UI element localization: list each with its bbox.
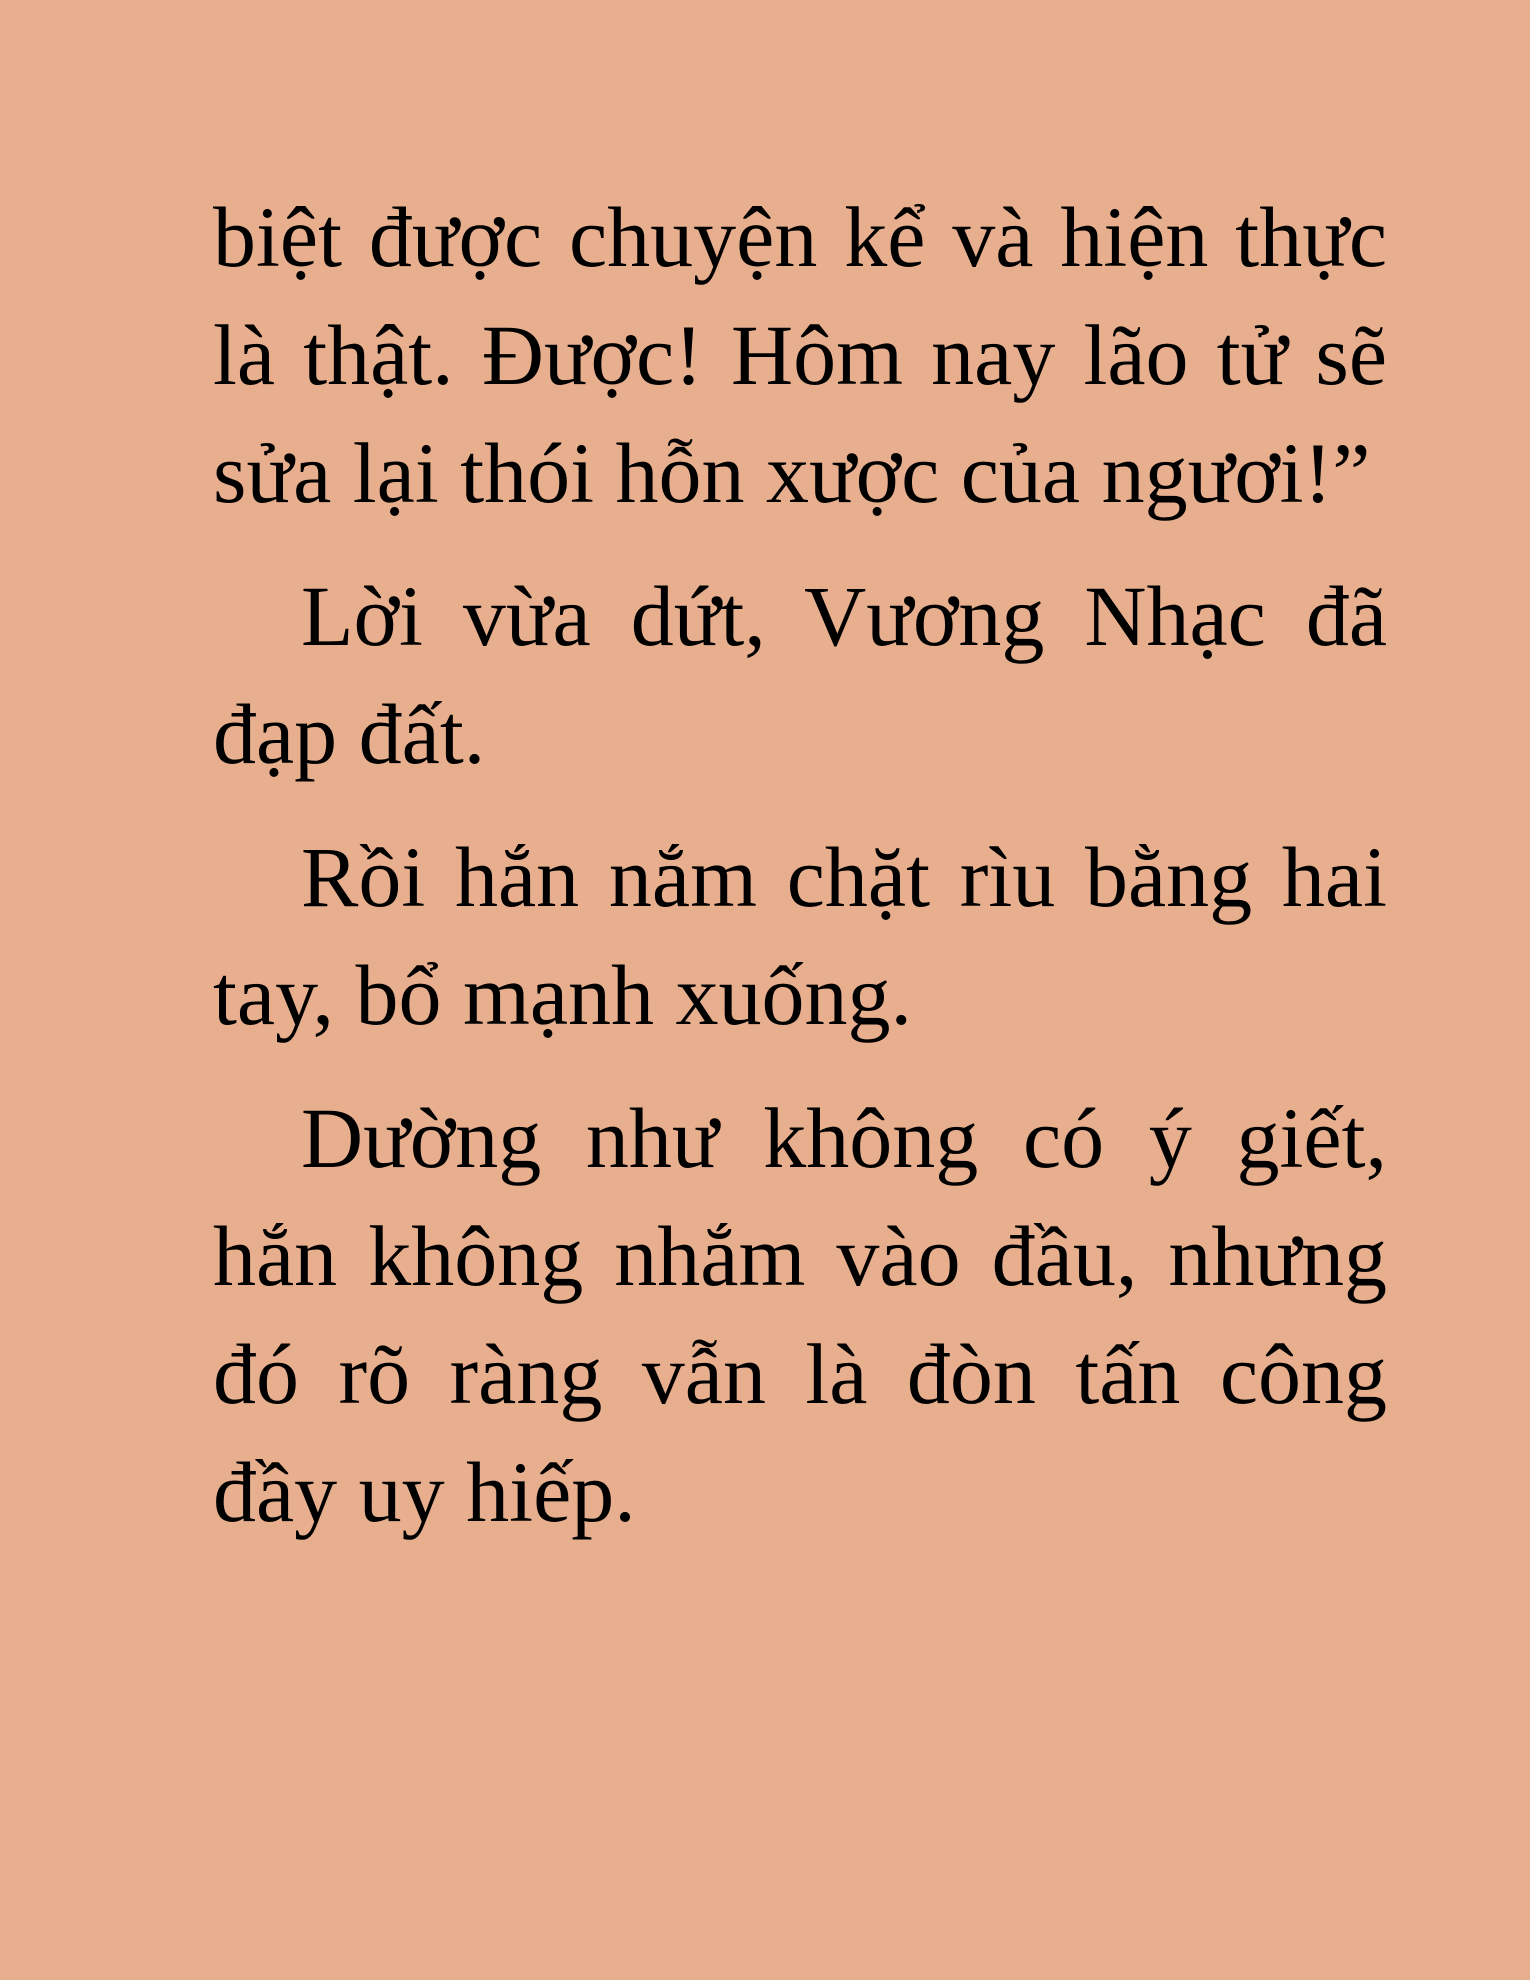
paragraph-3: Rồi hắn nắm chặt rìu bằng hai tay, bổ mạnh xuống. xyxy=(213,829,1387,1043)
page-body-text xyxy=(213,178,1387,1576)
paragraph-1: biệt được chuyện kể và hiện thực là thật. Được! Hôm nay lão tử sẽ sửa lại thói hỗn xược của ngươi!” xyxy=(213,189,1387,521)
paragraph-4: Dường như không có ý giết, hắn không nhắm vào đầu, nhưng đó rõ ràng vẫn là đòn tấn công đầy uy hiếp. xyxy=(213,1090,1387,1540)
paragraph-2: Lời vừa dứt, Vương Nhạc đã đạp đất. xyxy=(213,568,1387,782)
